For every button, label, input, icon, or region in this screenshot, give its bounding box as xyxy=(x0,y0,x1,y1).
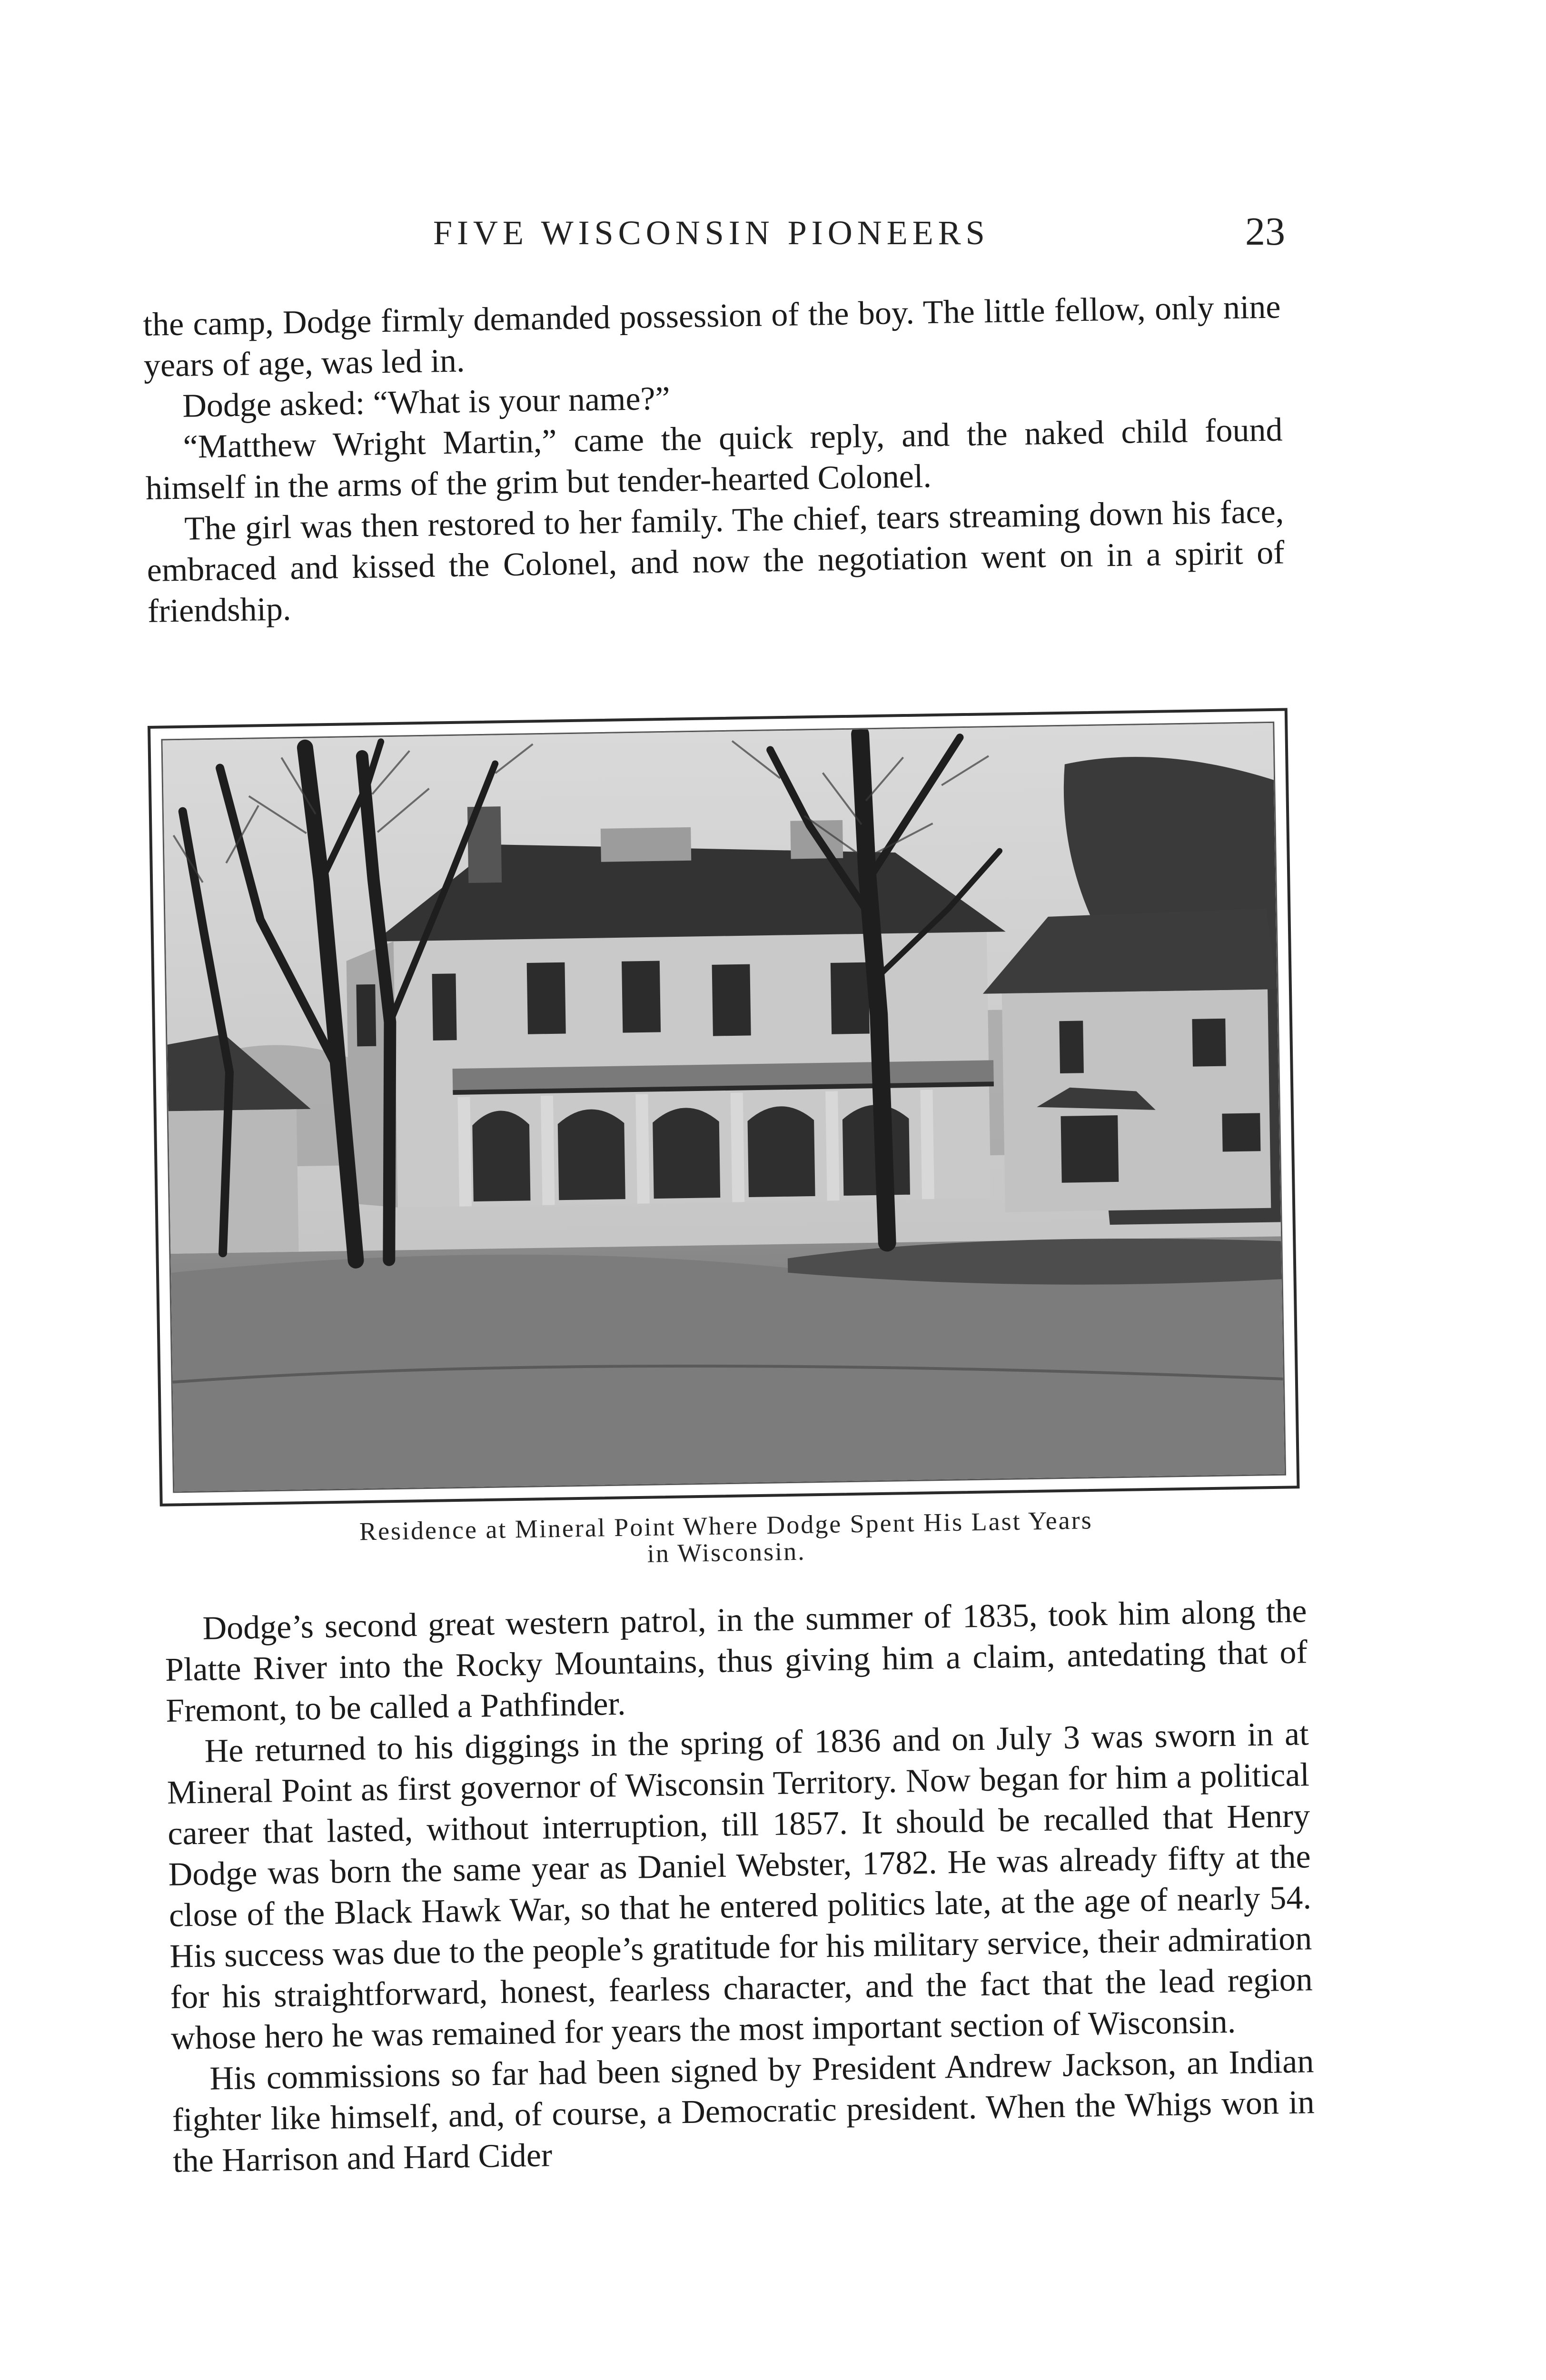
paragraph-dodge-asked: Dodge asked: “What is your name?” xyxy=(182,380,671,425)
paragraph-western-patrol: Dodge’s second great western patrol, in the summer of 1835, took him along the Platte River into the Rocky Mountains, thus giving him a claim, antedating that of Fremont, to be called a Pathfinder. xyxy=(165,1593,1308,1729)
bottom-text-block xyxy=(164,1591,1316,2182)
paragraph-girl-restored: The girl was then restored to her family. The chief, tears streaming down his face, embraced and kissed the Colonel, and now the negotiation went on in a spirit of friendship. xyxy=(147,493,1285,630)
figure-caption xyxy=(190,1504,1262,1574)
paragraph-commissions: His commissions so far had been signed by President Andrew Jackson, an Indian fighter like himself, and, of course, a Democratic president. When the Whigs won in the Harrison and Hard Cider xyxy=(172,2043,1315,2180)
caption-line-1: Residence at Mineral Point Where Dodge Spent His Last Years xyxy=(359,1506,1093,1546)
paragraph-governor: He returned to his diggings in the spring of 1836 and on July 3 was sworn in at Mineral Point as first governor of Wisconsin Territory. Now began for him a political career that lasted, without interruption, till 1857. It should be recalled that Henry Dodge was born the same year as Daniel Webster, 1782. He was already fifty at the close of the Black Hawk War, so that he entered politics late, at the age of nearly 54. His success was due to the people’s gratitude for his military service, their admiration for his straightforward, honest, fearless character, and the fact that the lead region whose hero he was remained for years the most important section of Wisconsin. xyxy=(167,1716,1313,2057)
caption-line-2: in Wisconsin. xyxy=(647,1537,806,1568)
top-text-block xyxy=(143,287,1286,632)
paragraph-reply: “Matthew Wright Martin,” came the quick reply, and the naked child found himself in the arms of the grim but tender-hearted Colonel. xyxy=(145,411,1283,507)
paragraph-continuation: the camp, Dodge firmly demanded possession of the boy. The little fellow, only nine years of age, was led in. xyxy=(143,288,1281,384)
house-illustration xyxy=(162,723,1284,1491)
running-head xyxy=(143,209,1285,266)
residence-photograph xyxy=(148,708,1299,1506)
running-title: FIVE WISCONSIN PIONEERS xyxy=(433,214,990,252)
photograph-frame xyxy=(161,722,1286,1493)
page-number: 23 xyxy=(1245,209,1285,254)
